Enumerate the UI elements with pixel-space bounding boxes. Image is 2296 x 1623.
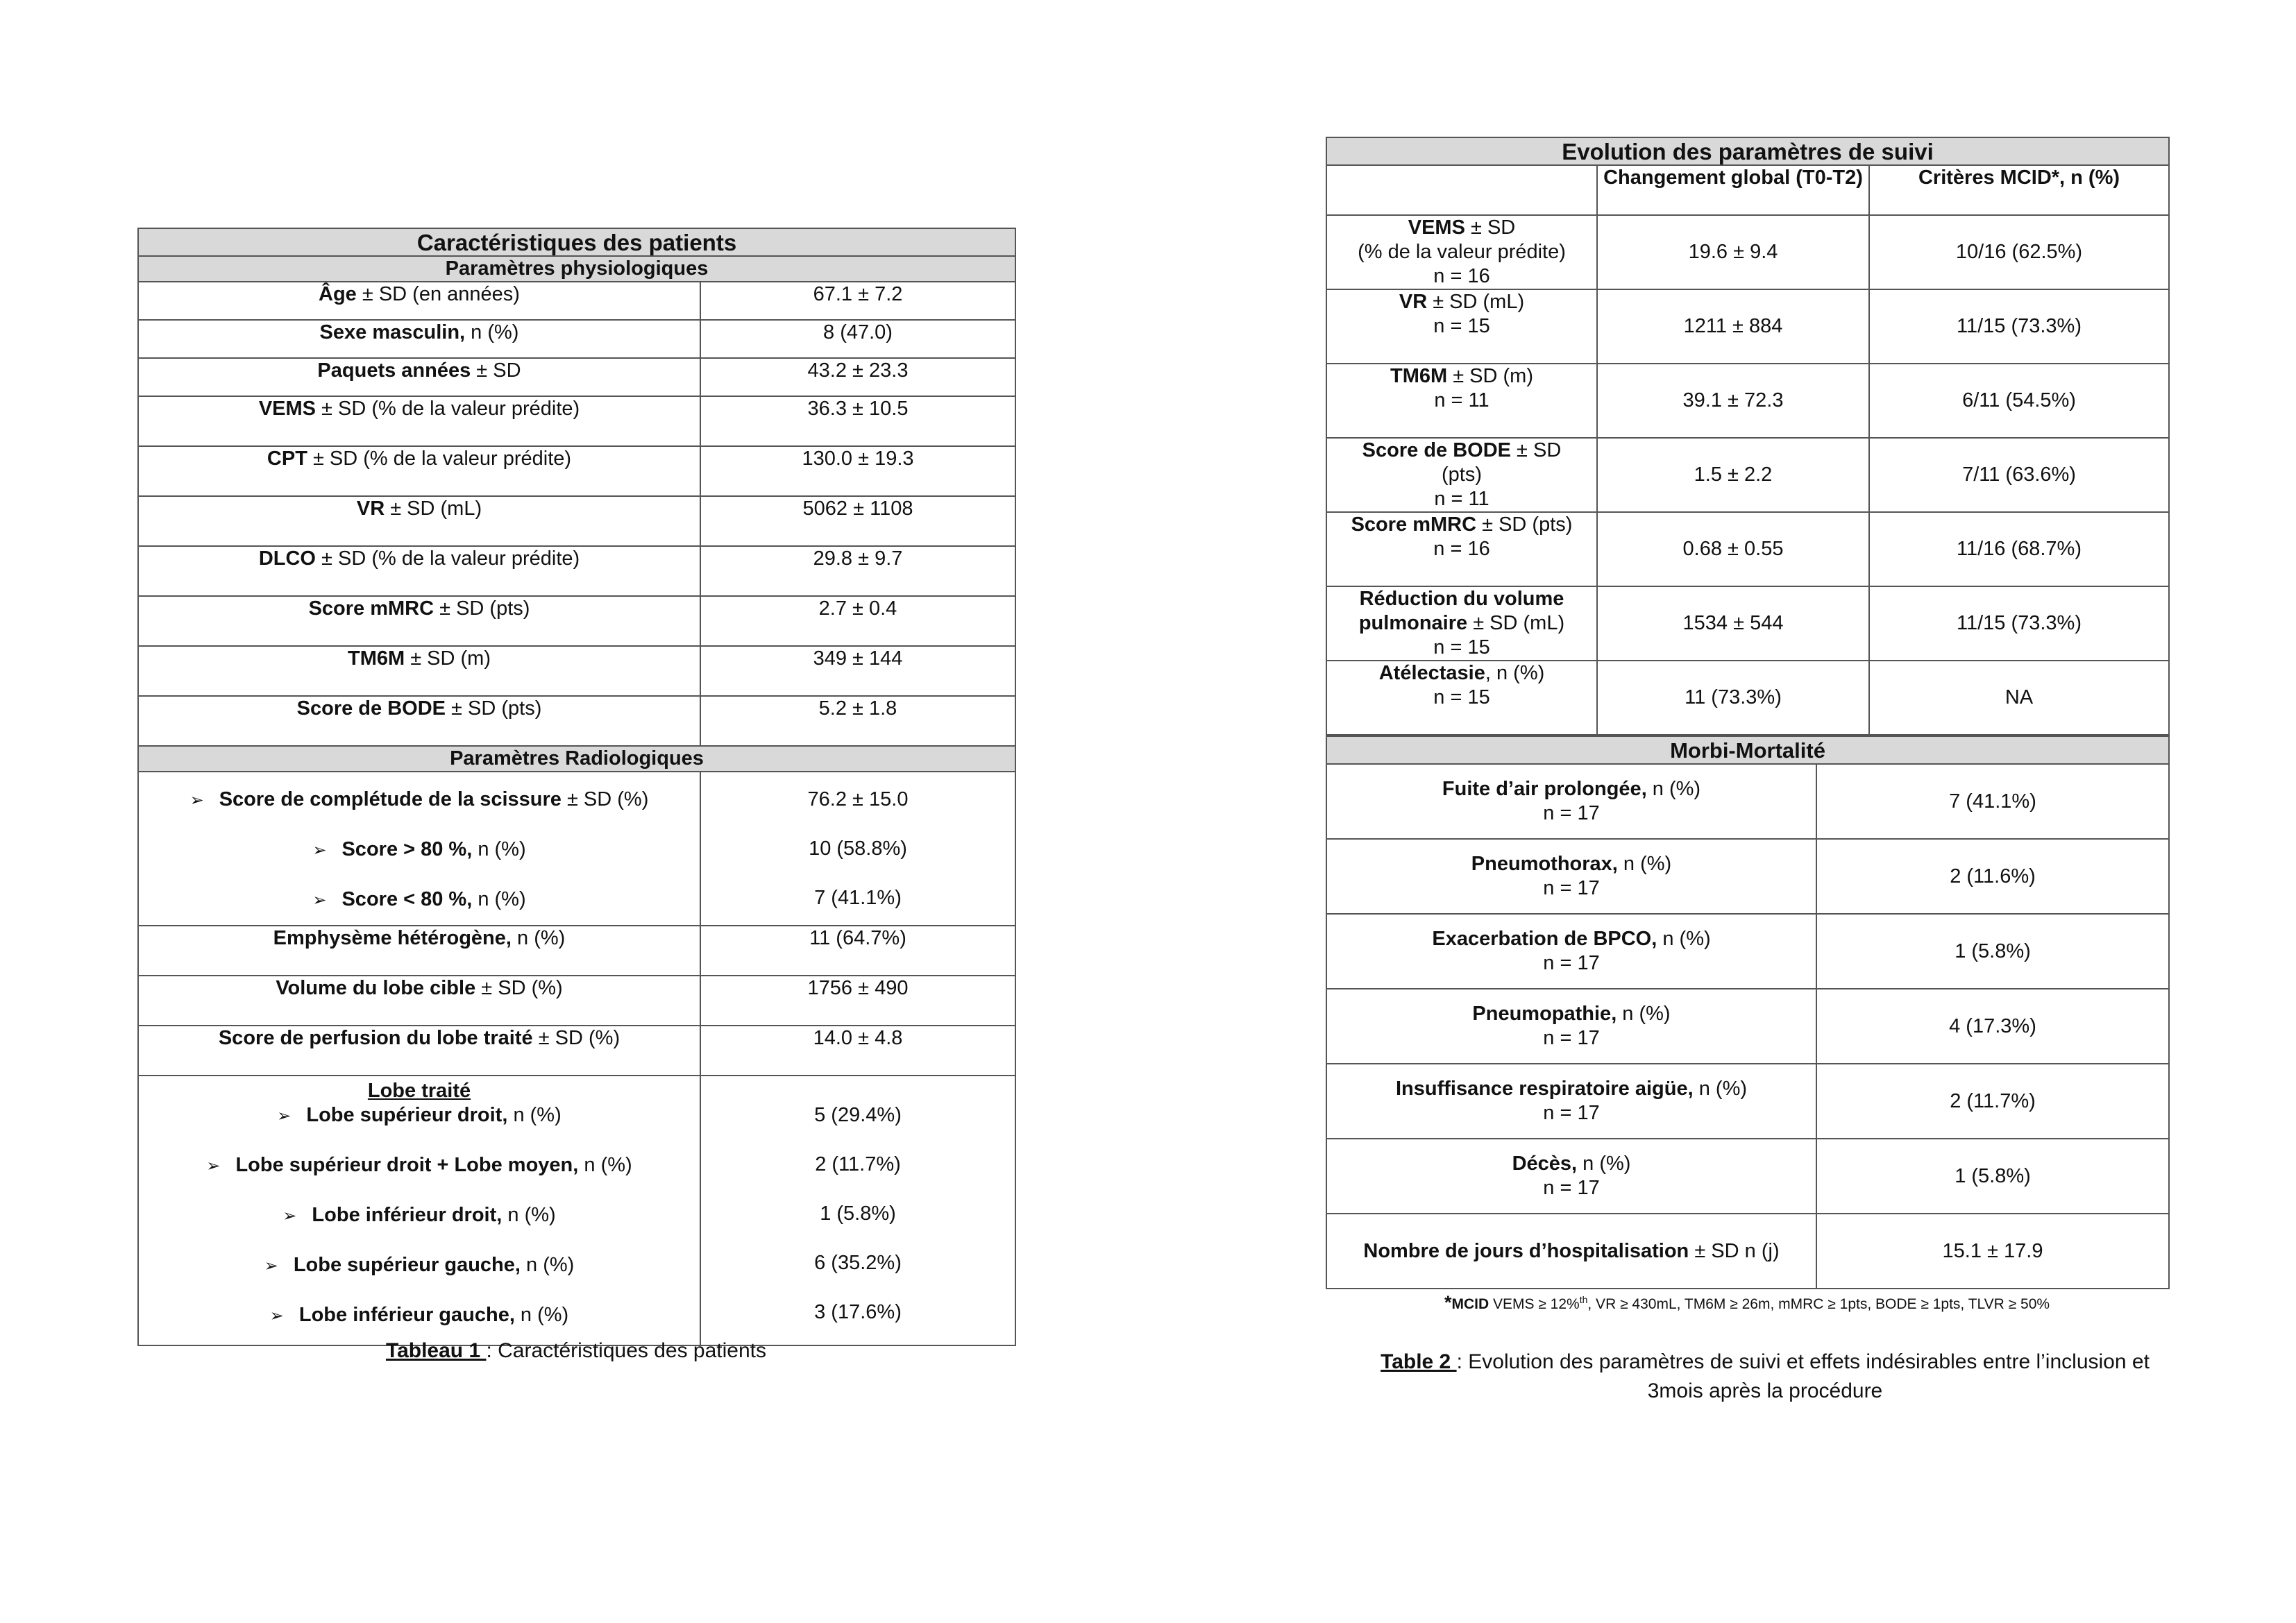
table1-title: Caractéristiques des patients: [138, 228, 1015, 256]
patient-characteristics-table: [137, 228, 1016, 1346]
row-label: VR ± SD (mL) n = 15: [1326, 289, 1597, 364]
col-header-global-change: Changement global (T0-T2): [1597, 165, 1869, 215]
row-label: Sexe masculin, n (%): [138, 320, 700, 358]
global-change-value: 0.68 ± 0.55: [1597, 512, 1869, 586]
arrow-bullet-icon: ➢: [312, 891, 327, 910]
row-label: TM6M ± SD (m): [138, 646, 700, 696]
row-label: Score mMRC ± SD (pts): [138, 596, 700, 646]
row-label: VEMS ± SD (% de la valeur prédite) n = 16: [1326, 215, 1597, 289]
row-value: 2 (11.6%): [1816, 839, 2169, 914]
row-label: Décès, n (%) n = 17: [1326, 1139, 1816, 1214]
row-label: Emphysème hétérogène, n (%): [138, 926, 700, 976]
row-label: TM6M ± SD (m) n = 11: [1326, 364, 1597, 438]
morbi-mortality-table: [1326, 736, 2170, 1289]
mcid-value: 7/11 (63.6%): [1869, 438, 2169, 512]
row-label: VEMS ± SD (% de la valeur prédite): [138, 396, 700, 446]
scissure-value-cell: 76.2 ± 15.0 10 (58.8%) 7 (41.1%): [700, 772, 1015, 926]
row-label: VR ± SD (mL): [138, 496, 700, 546]
mcid-value: 11/15 (73.3%): [1869, 289, 2169, 364]
row-label: Réduction du volume pulmonaire ± SD (mL) n = 15: [1326, 586, 1597, 661]
mcid-value: 11/15 (73.3%): [1869, 586, 2169, 661]
row-value: 5062 ± 1108: [700, 496, 1015, 546]
row-label: Nombre de jours d’hospitalisation ± SD n (j): [1326, 1214, 1816, 1289]
row-value: 11 (64.7%): [700, 926, 1015, 976]
global-change-value: 1534 ± 544: [1597, 586, 1869, 661]
arrow-bullet-icon: ➢: [264, 1257, 278, 1275]
mcid-value: 6/11 (54.5%): [1869, 364, 2169, 438]
row-label: Paquets années ± SD: [138, 358, 700, 396]
row-value: 1 (5.8%): [1816, 914, 2169, 989]
row-value: 15.1 ± 17.9: [1816, 1214, 2169, 1289]
row-value: 5.2 ± 1.8: [700, 696, 1015, 746]
mcid-value: 10/16 (62.5%): [1869, 215, 2169, 289]
arrow-bullet-icon: ➢: [269, 1307, 284, 1325]
row-value: 1 (5.8%): [1816, 1139, 2169, 1214]
row-label: Atélectasie, n (%) n = 15: [1326, 661, 1597, 735]
global-change-value: 39.1 ± 72.3: [1597, 364, 1869, 438]
arrow-bullet-icon: ➢: [277, 1107, 292, 1125]
table1-caption: Tableau 1 : Caractéristiques des patients: [385, 1339, 767, 1362]
row-label: Score mMRC ± SD (pts) n = 16: [1326, 512, 1597, 586]
lobe-value-cell: 5 (29.4%) 2 (11.7%) 1 (5.8%) 6 (35.2%) 3 (17.6%): [700, 1076, 1015, 1345]
row-value: 4 (17.3%): [1816, 989, 2169, 1064]
row-label: Insuffisance respiratoire aigüe, n (%) n = 17: [1326, 1064, 1816, 1139]
row-label: Volume du lobe cible ± SD (%): [138, 976, 700, 1026]
arrow-bullet-icon: ➢: [312, 841, 327, 860]
table2-caption: Table 2 : Evolution des paramètres de suivi et effets indésirables entre l’inclusion et 3mois après la procédure: [1381, 1350, 2150, 1402]
table2-title: Evolution des paramètres de suivi: [1326, 137, 2169, 165]
mcid-value: 11/16 (68.7%): [1869, 512, 2169, 586]
row-label: Pneumothorax, n (%) n = 17: [1326, 839, 1816, 914]
row-value: 1756 ± 490: [700, 976, 1015, 1026]
header-empty-cell: [1326, 165, 1597, 215]
arrow-bullet-icon: ➢: [206, 1157, 221, 1175]
row-label: Score de perfusion du lobe traité ± SD (%): [138, 1026, 700, 1076]
row-value: 67.1 ± 7.2: [700, 282, 1015, 320]
radio-section-heading: Paramètres Radiologiques: [138, 746, 1015, 772]
lobe-heading: Lobe traité: [367, 1080, 471, 1102]
row-label: Exacerbation de BPCO, n (%) n = 17: [1326, 914, 1816, 989]
row-label: Score de BODE ± SD (pts) n = 11: [1326, 438, 1597, 512]
row-value: 14.0 ± 4.8: [700, 1026, 1015, 1076]
morbi-section-heading: Morbi-Mortalité: [1326, 736, 2169, 764]
row-value: 349 ± 144: [700, 646, 1015, 696]
row-label: CPT ± SD (% de la valeur prédite): [138, 446, 700, 496]
lobe-label-cell: Lobe traité ➢ Lobe supérieur droit, n (%) ➢ Lobe supérieur droit + Lobe moyen, n (%) ➢ Lobe inférieur droit, n (%) ➢ Lobe supérieur gauche, n (%) ➢ Lobe inférieur gauche, n (%): [138, 1076, 700, 1345]
row-label: Âge ± SD (en années): [138, 282, 700, 320]
follow-up-evolution-table: [1326, 137, 2170, 736]
physio-section-heading: Paramètres physiologiques: [138, 256, 1015, 282]
mcid-value: NA: [1869, 661, 2169, 735]
arrow-bullet-icon: ➢: [282, 1207, 297, 1225]
col-header-mcid: Critères MCID*, n (%): [1869, 165, 2169, 215]
mcid-footnote: *MCID VEMS ≥ 12%$^{th}$, VR ≥ 430mL, TM6M ≥ 26m, mMRC ≥ 1pts, BODE ≥ 1pts, TLVR ≥ 50%: [1444, 1292, 2050, 1313]
global-change-value: 19.6 ± 9.4: [1597, 215, 1869, 289]
row-value: 130.0 ± 19.3: [700, 446, 1015, 496]
global-change-value: 1.5 ± 2.2: [1597, 438, 1869, 512]
row-value: 29.8 ± 9.7: [700, 546, 1015, 596]
row-value: 7 (41.1%): [1816, 764, 2169, 839]
row-label: DLCO ± SD (% de la valeur prédite): [138, 546, 700, 596]
global-change-value: 11 (73.3%): [1597, 661, 1869, 735]
scissure-label-cell: ➢ Score de complétude de la scissure ± SD (%) ➢ Score > 80 %, n (%) ➢ Score < 80 %, n (%): [138, 772, 700, 926]
row-value: 2 (11.7%): [1816, 1064, 2169, 1139]
global-change-value: 1211 ± 884: [1597, 289, 1869, 364]
row-value: 2.7 ± 0.4: [700, 596, 1015, 646]
arrow-bullet-icon: ➢: [189, 791, 204, 810]
row-value: 43.2 ± 23.3: [700, 358, 1015, 396]
row-label: Pneumopathie, n (%) n = 17: [1326, 989, 1816, 1064]
row-label: Fuite d’air prolongée, n (%) n = 17: [1326, 764, 1816, 839]
row-value: 8 (47.0): [700, 320, 1015, 358]
row-value: 36.3 ± 10.5: [700, 396, 1015, 446]
row-label: Score de BODE ± SD (pts): [138, 696, 700, 746]
